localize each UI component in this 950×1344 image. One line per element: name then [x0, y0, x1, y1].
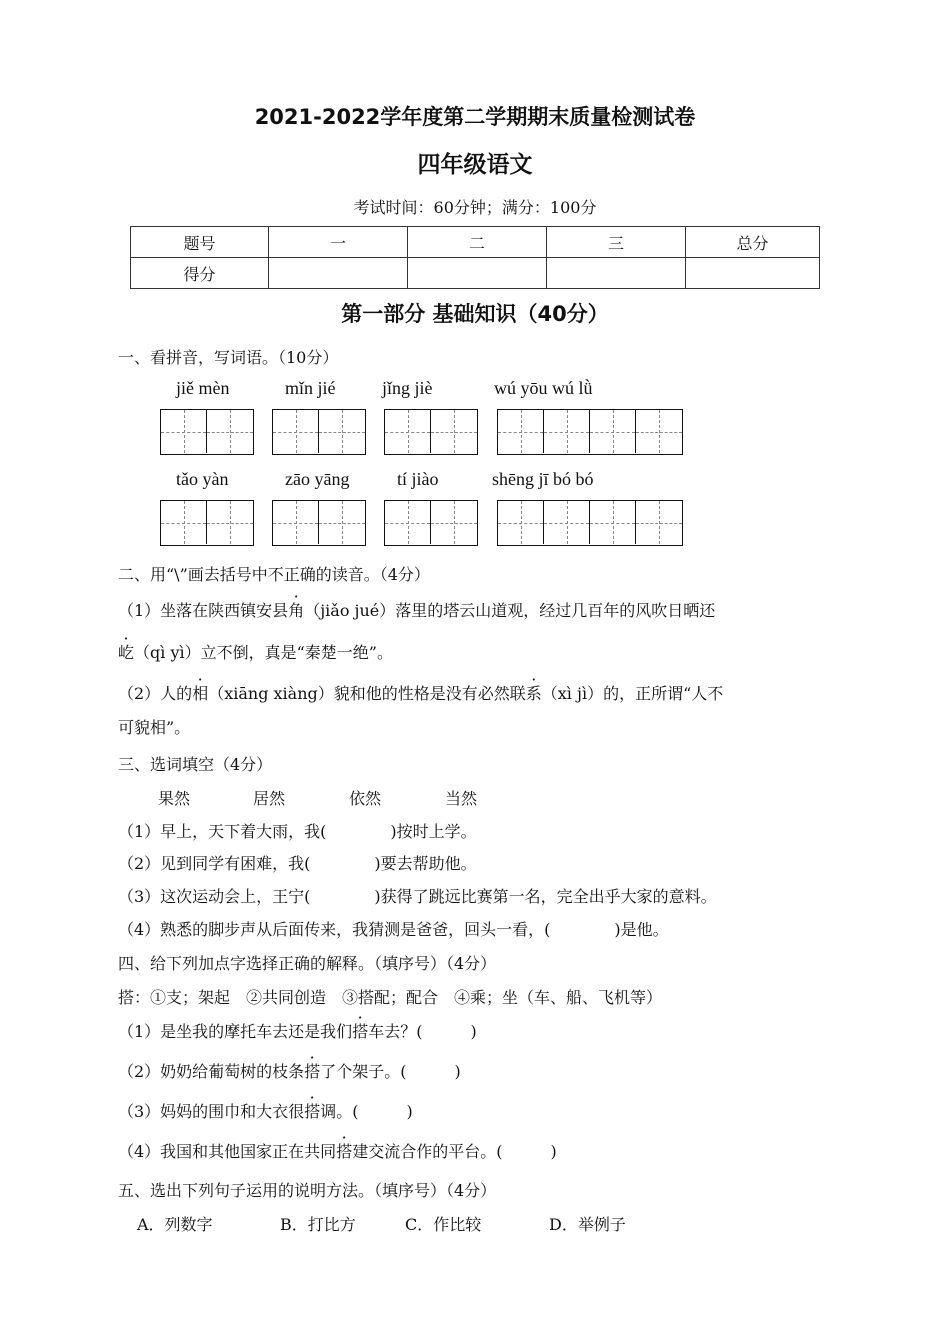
q3-title: 三、选词填空（4分）	[118, 755, 273, 774]
pinyin-label: mǐn jié	[285, 378, 336, 398]
q2-item1-text-c: （qì yì）立不倒，真是“秦楚一绝”。	[134, 643, 393, 662]
q2-item2-text-b: （xiāng xiàng）貌和他的性格是没有必然联	[208, 684, 526, 703]
score-row-label: 得分	[131, 258, 269, 289]
q2-dotted-char: 角	[288, 601, 305, 620]
writing-cell[interactable]	[319, 501, 365, 544]
score-table-score-row	[131, 258, 820, 289]
pinyin-label: tǎo yàn	[176, 469, 229, 489]
score-cell[interactable]	[269, 258, 408, 289]
q4-title: 四、给下列加点字选择正确的解释。（填序号）（4分）	[118, 954, 497, 973]
writing-cell[interactable]	[498, 410, 544, 453]
score-cell[interactable]	[408, 258, 547, 289]
q3-word-option: 依然	[349, 789, 382, 808]
q4-item-4	[118, 1139, 557, 1162]
writing-cell[interactable]	[207, 410, 253, 453]
q2-dotted-char: 屹	[118, 643, 135, 662]
writing-cell[interactable]	[498, 501, 544, 544]
q4-dotted-char: 搭	[352, 1022, 369, 1041]
q3-item-2: （2）见到同学有困难，我( )要去帮助他。	[118, 854, 477, 873]
q4-item-3	[118, 1099, 413, 1122]
q4-dotted-char: 搭	[304, 1102, 321, 1121]
writing-cell[interactable]	[273, 501, 319, 544]
writing-grid[interactable]	[384, 500, 478, 546]
writing-cell[interactable]	[273, 410, 319, 453]
q4-meanings: 搭：①支；架起 ②共同创造 ③搭配；配合 ④乘；坐（车、船、飞机等）	[118, 988, 663, 1007]
q4-item1-text-a: （1）是坐我的摩托车去还是我们	[118, 1022, 353, 1041]
q4-item3-text-a: （3）妈妈的围巾和大衣很	[118, 1102, 305, 1121]
writing-grid[interactable]	[497, 409, 683, 455]
q1-title: 一、看拼音，写词语。（10分）	[118, 348, 339, 367]
writing-cell[interactable]	[161, 410, 207, 453]
exam-title: 2021-2022学年度第二学期期末质量检测试卷	[254, 105, 696, 129]
score-cell[interactable]	[686, 258, 820, 289]
q3-item-1: （1）早上，天下着大雨，我( )按时上学。	[118, 822, 477, 841]
pinyin-label: jǐng jiè	[382, 378, 433, 398]
writing-cell[interactable]	[544, 410, 590, 453]
score-table-header-row	[131, 227, 820, 258]
q5-option: A．列数字	[137, 1215, 213, 1234]
writing-cell[interactable]	[161, 501, 207, 544]
q2-item1-text-a: （1）坐落在陕西镇安县	[118, 601, 289, 620]
writing-cell[interactable]	[319, 410, 365, 453]
pinyin-label: zāo yāng	[285, 469, 350, 489]
q2-dotted-char: 相	[192, 684, 209, 703]
writing-cell[interactable]	[385, 410, 431, 453]
q2-item-2	[118, 681, 723, 704]
writing-cell[interactable]	[431, 410, 477, 453]
score-header-cell: 一	[269, 227, 408, 258]
score-header-cell: 题号	[131, 227, 269, 258]
score-header-cell: 二	[408, 227, 547, 258]
writing-cell[interactable]	[636, 501, 682, 544]
score-header-cell: 三	[547, 227, 686, 258]
q4-item3-text-b: 调。( )	[320, 1102, 413, 1121]
q2-item2-text-a: （2）人的	[118, 684, 193, 703]
writing-cell[interactable]	[590, 501, 636, 544]
q5-option: C．作比较	[405, 1215, 482, 1234]
writing-cell[interactable]	[385, 501, 431, 544]
q2-item1-text-b: （jiǎo jué）落里的塔云山道观，经过几百年的风吹日晒还	[304, 601, 716, 620]
q3-word-option: 果然	[158, 789, 191, 808]
writing-cell[interactable]	[636, 410, 682, 453]
q4-item2-text-b: 了个架子。( )	[320, 1062, 461, 1081]
q2-item-1-cont	[118, 640, 393, 663]
q5-option: B．打比方	[280, 1215, 356, 1234]
q2-title: 二、用“\”画去括号中不正确的读音。（4分）	[118, 565, 430, 584]
q4-item4-text-a: （4）我国和其他国家正在共同	[118, 1142, 337, 1161]
part1-title: 第一部分 基础知识（40分）	[341, 302, 609, 326]
writing-grid[interactable]	[497, 500, 683, 546]
writing-grid[interactable]	[384, 409, 478, 455]
q5-title: 五、选出下列句子运用的说明方法。（填序号）（4分）	[118, 1181, 497, 1200]
q3-item-4: （4）熟悉的脚步声从后面传来，我猜测是爸爸，回头一看，( )是他。	[118, 920, 669, 939]
pinyin-label: tí jiào	[397, 469, 439, 489]
q3-word-option: 当然	[445, 789, 478, 808]
q2-item-1	[118, 598, 715, 621]
q2-item-2-cont: 可貌相”。	[118, 718, 191, 737]
q3-item-3: （3）这次运动会上，王宁( )获得了跳远比赛第一名，完全出乎大家的意料。	[118, 887, 717, 906]
writing-cell[interactable]	[590, 410, 636, 453]
q4-item-2	[118, 1059, 461, 1082]
writing-grid[interactable]	[160, 500, 254, 546]
writing-grid[interactable]	[272, 500, 366, 546]
q2-dotted-char: 系	[525, 684, 542, 703]
writing-grid[interactable]	[160, 409, 254, 455]
q3-word-option: 居然	[253, 789, 286, 808]
writing-grid[interactable]	[272, 409, 366, 455]
q4-dotted-char: 搭	[336, 1142, 353, 1161]
pinyin-label: shēng jī bó bó	[492, 469, 594, 489]
pinyin-label: wú yōu wú lǜ	[494, 378, 593, 398]
q4-item1-text-b: 车去？( )	[368, 1022, 477, 1041]
score-table	[130, 226, 820, 289]
writing-cell[interactable]	[544, 501, 590, 544]
q5-option: D．举例子	[549, 1215, 626, 1234]
writing-cell[interactable]	[431, 501, 477, 544]
exam-subtitle: 四年级语文	[417, 152, 533, 178]
score-header-cell: 总分	[686, 227, 820, 258]
q2-item2-text-c: （xì jì）的，正所谓“人不	[541, 684, 724, 703]
writing-cell[interactable]	[207, 501, 253, 544]
pinyin-label: jiě mèn	[176, 378, 230, 398]
exam-info: 考试时间：60分钟；满分：100分	[353, 198, 597, 217]
score-cell[interactable]	[547, 258, 686, 289]
q4-item2-text-a: （2）奶奶给葡萄树的枝条	[118, 1062, 305, 1081]
q4-item4-text-b: 建交流合作的平台。( )	[352, 1142, 557, 1161]
q4-dotted-char: 搭	[304, 1062, 321, 1081]
q4-item-1	[118, 1019, 477, 1042]
